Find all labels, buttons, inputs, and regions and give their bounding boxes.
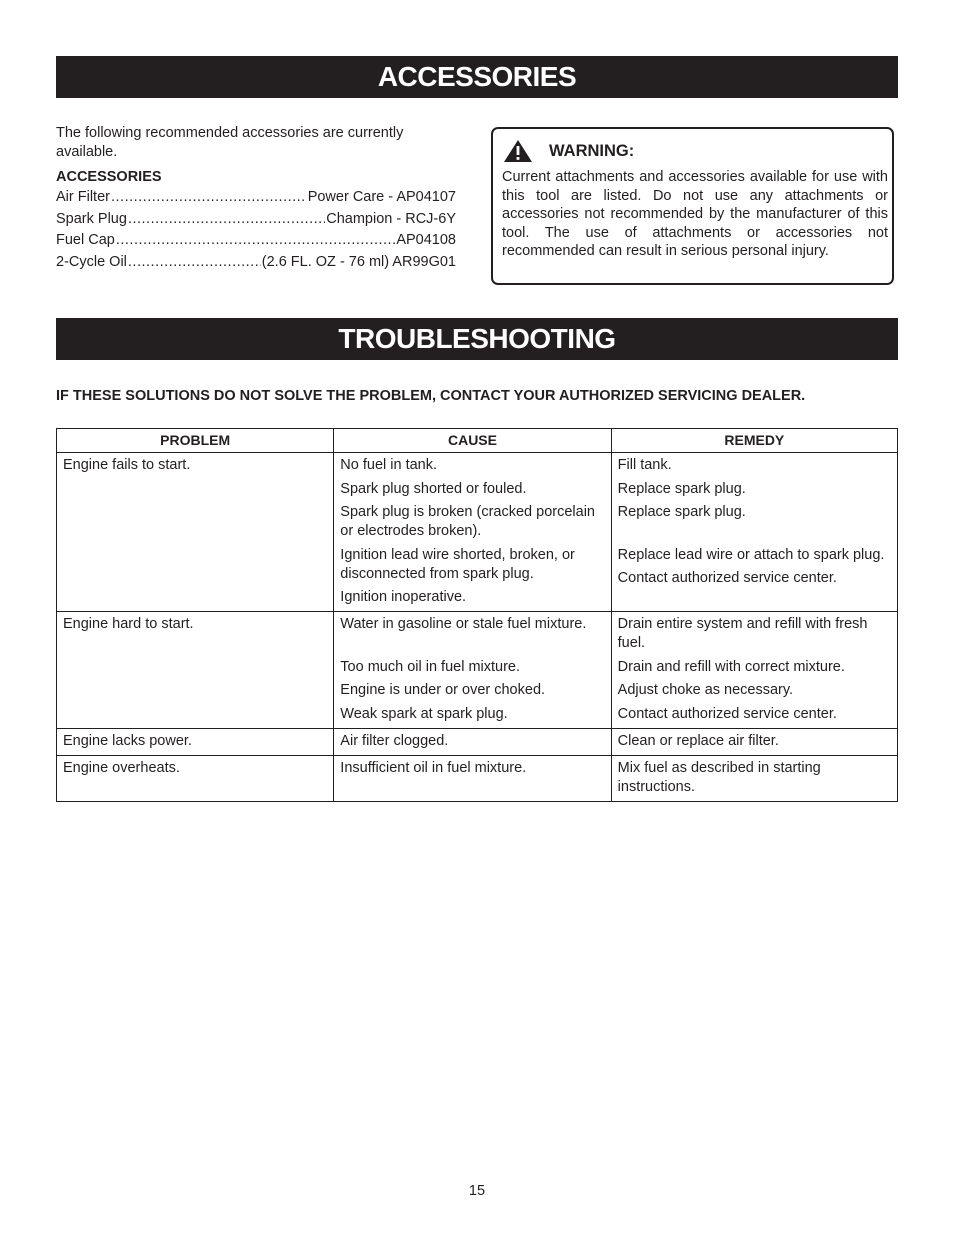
accessory-name: Air Filter (56, 189, 110, 205)
troubleshooting-banner: TROUBLESHOOTING (56, 318, 898, 360)
problem-text: Engine hard to start. (63, 616, 194, 632)
warning-box (491, 127, 894, 285)
page-number: 15 (468, 1183, 486, 1199)
cause-text: Weak spark at spark plug. (340, 705, 508, 722)
accessory-part: (2.6 FL. OZ - 76 ml) AR99G01 (261, 253, 456, 270)
table-row (57, 728, 898, 755)
troubleshooting-table (56, 428, 898, 802)
column-header-cause: CAUSE (334, 429, 611, 453)
accessory-name: Spark Plug (56, 210, 127, 227)
cause-text: Insufficient oil in fuel mixture. (340, 759, 527, 776)
cause-text: Engine is under or over choked. (340, 682, 546, 698)
remedy-text: Mix fuel as described in starting instructions. (617, 759, 821, 795)
warning-title: WARNING: (549, 142, 635, 160)
warning-header (503, 139, 634, 163)
cause-text: Air filter clogged. (340, 732, 449, 749)
cause-text: Ignition lead wire shorted, broken, or disconnected from spark plug. (340, 546, 575, 582)
accessory-part: Champion - RCJ-6Y (326, 210, 456, 227)
remedy-text: Fill tank. (617, 457, 672, 473)
accessory-item (56, 209, 456, 231)
accessory-part: AP04108 (396, 232, 456, 248)
remedy-text: Clean or replace air filter. (617, 732, 779, 749)
accessory-part: Power Care - AP04107 (307, 189, 456, 205)
cause-text: No fuel in tank. (340, 457, 438, 473)
cause-text: Water in gasoline or stale fuel mixture. (340, 616, 587, 632)
remedy-text: Drain entire system and refill with fresh fuel. (617, 616, 868, 651)
remedy-text: Drain and refill with correct mixture. (617, 658, 845, 675)
remedy-text: Contact authorized service center. (617, 705, 837, 722)
table-row (57, 453, 898, 612)
cause-text: Spark plug is broken (cracked porcelain or electrodes broken). (340, 504, 595, 539)
remedy-text: Replace spark plug. (617, 480, 746, 497)
cause-text: Spark plug shorted or fouled. (340, 480, 527, 497)
cause-text: Too much oil in fuel mixture. (340, 658, 521, 675)
remedy-text: Adjust choke as necessary. (617, 682, 794, 698)
column-header-remedy: REMEDY (611, 429, 897, 453)
remedy-text: Replace lead wire or attach to spark plug. (617, 546, 885, 563)
accessories-section (56, 124, 456, 273)
accessory-name: Fuel Cap (56, 232, 115, 248)
accessory-item (56, 252, 456, 274)
column-header-problem: PROBLEM (57, 429, 334, 453)
accessory-name: 2-Cycle Oil (56, 253, 127, 270)
warning-triangle-icon (503, 139, 533, 163)
accessories-intro: The following recommended accessories are currently available. (56, 125, 404, 160)
accessory-item (56, 230, 456, 252)
warning-text: Current attachments and accessories available for use with this tool are listed. Do not use any attachments or accessories not recommended by the manufacturer of this tool. The use of attachments or accessories not recommended can result in serious personal injury. (502, 169, 888, 260)
accessories-heading: ACCESSORIES (56, 169, 162, 185)
dealer-notice: IF THESE SOLUTIONS DO NOT SOLVE THE PROBLEM, CONTACT YOUR AUTHORIZED SERVICING DEALER. (56, 388, 806, 404)
table-header-row (57, 429, 898, 453)
table-row (57, 612, 898, 729)
remedy-text: Replace spark plug. (617, 504, 746, 520)
problem-text: Engine fails to start. (63, 457, 191, 473)
remedy-text: Contact authorized service center. (617, 570, 837, 586)
table-row (57, 755, 898, 801)
problem-text: Engine lacks power. (63, 732, 192, 749)
problem-text: Engine overheats. (63, 759, 180, 776)
cause-text: Ignition inoperative. (340, 589, 467, 605)
accessory-item (56, 187, 456, 209)
accessories-banner: ACCESSORIES (56, 56, 898, 98)
